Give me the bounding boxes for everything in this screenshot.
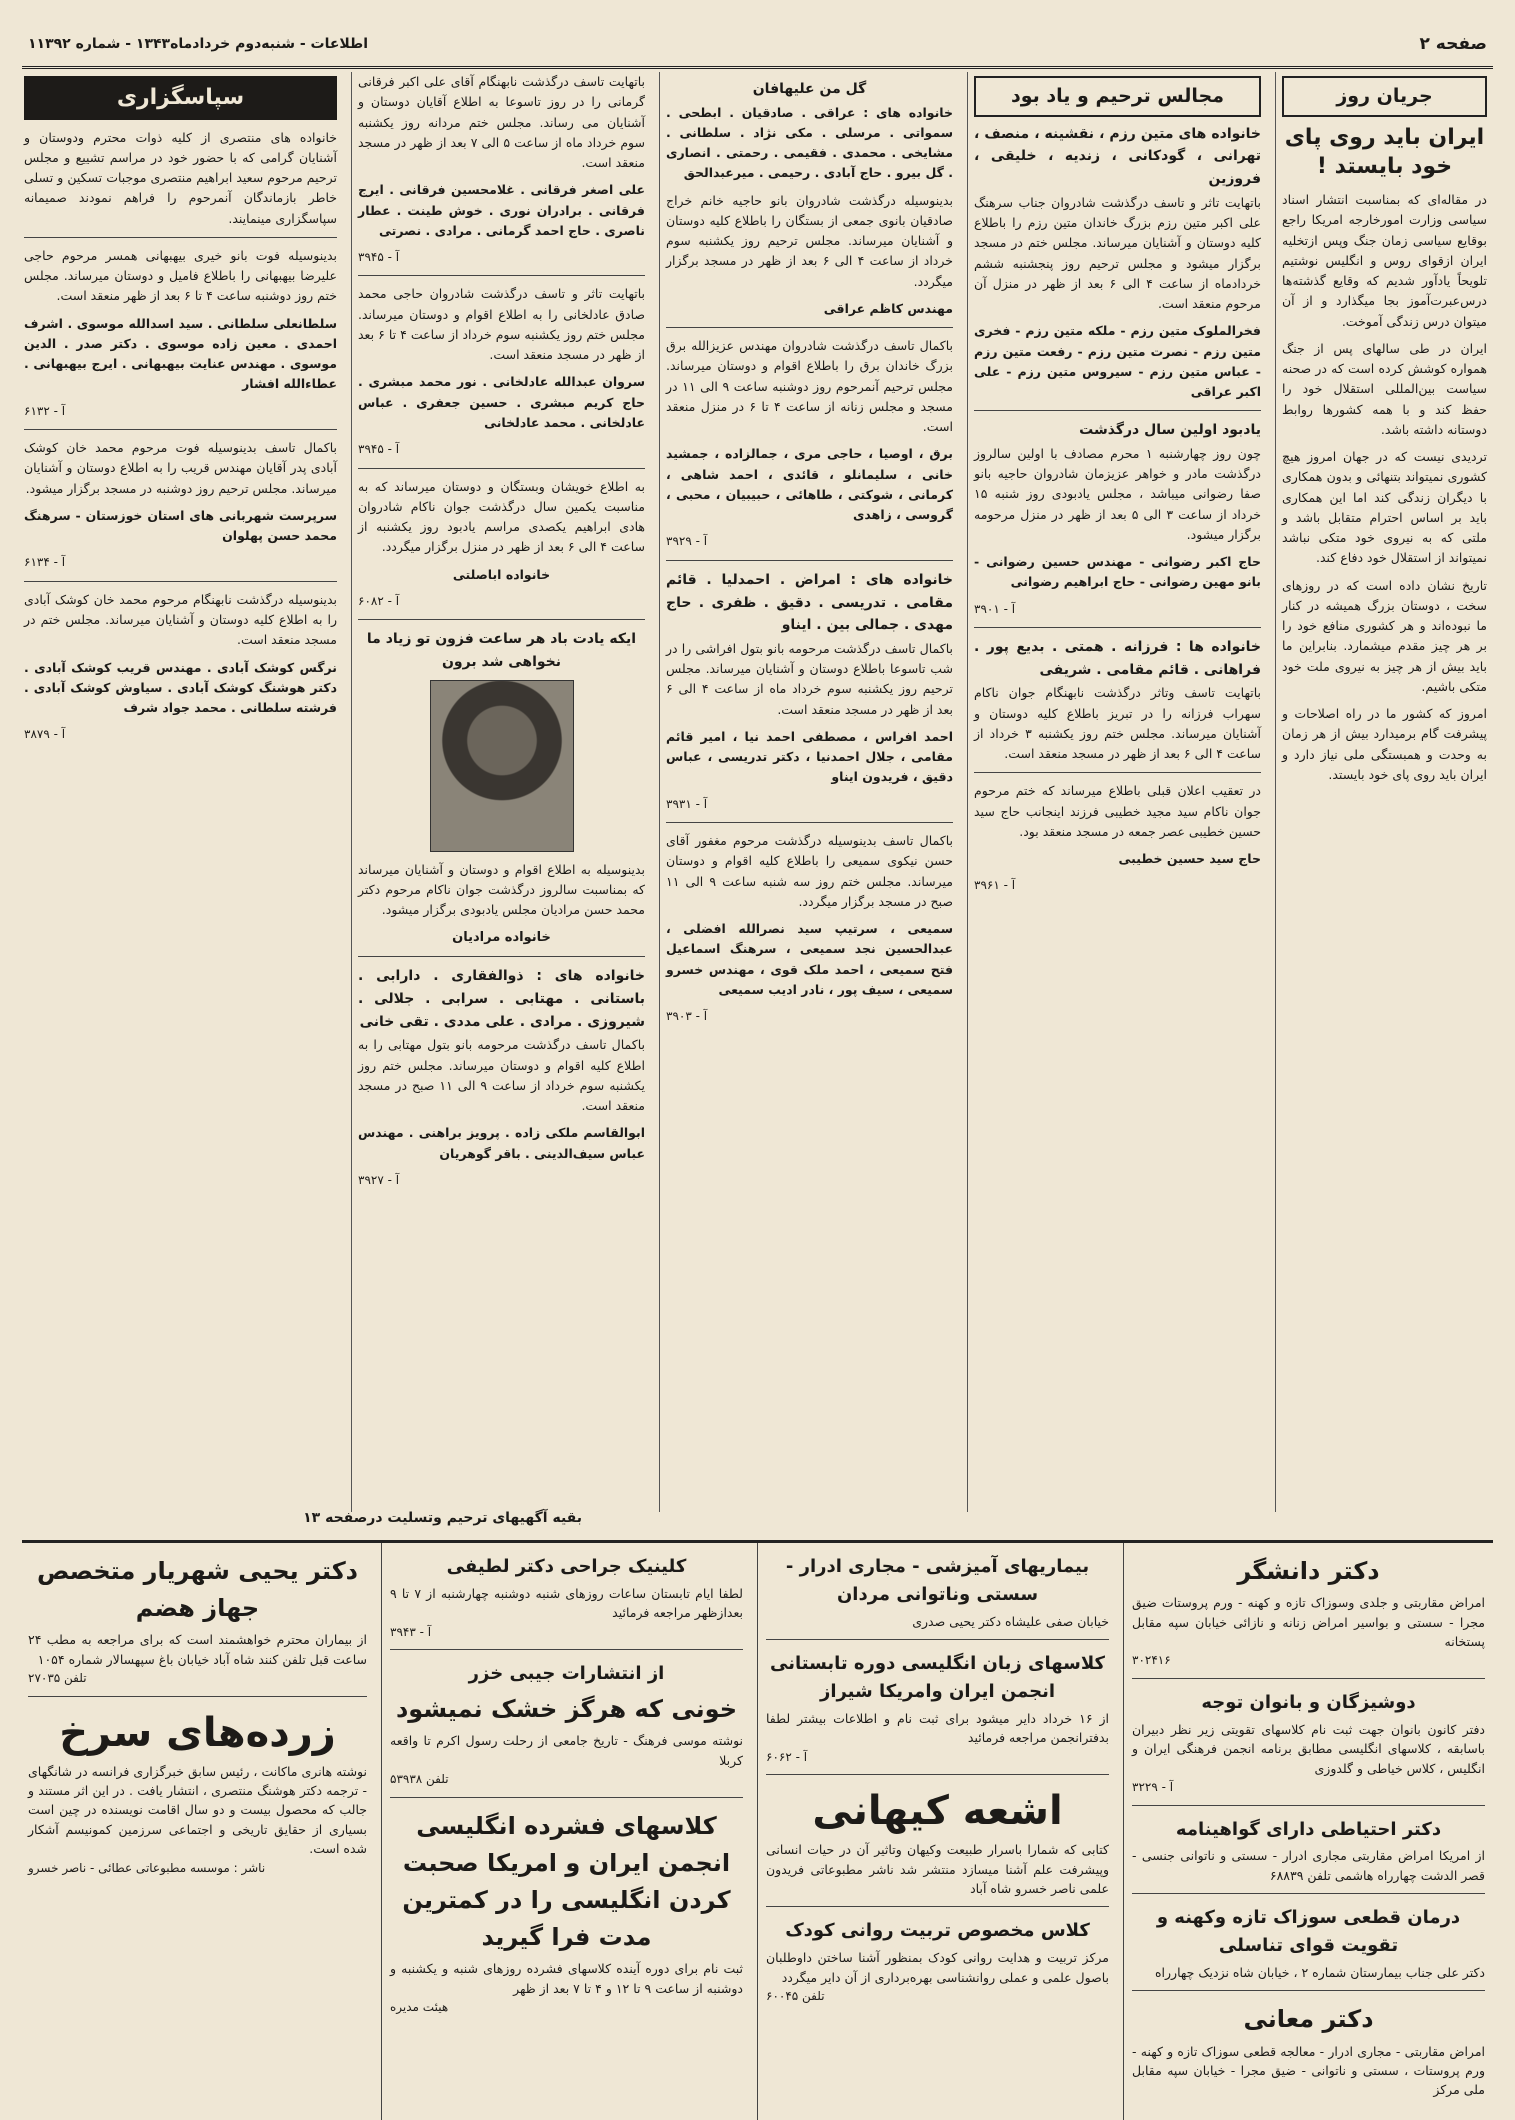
paragraph: در مقاله‌ای که بمناسبت انتشار اسناد سیاسی وزارت امورخارجه امریکا راجع بوقایع سیاسی زمان جنگ وپس ازتخلیه ایران ازقوای روس و انگلیس نوشتیم تلویحاً یادآور شدیم که وقایع گذشته‌ها درس‌عبرت‌آموز بجا میگذارد و از آن میتوان درس زندگی آموخت. <box>1282 192 1487 329</box>
ad-phone: تلفن ۶۰۰۴۵ <box>766 1989 825 2004</box>
ad-phone: ۳۰۲۴۱۶ <box>1132 1653 1171 1668</box>
continued-note: بقیه آگهیهای ترحیم وتسلیت درصفحه ۱۳ <box>303 1510 582 1526</box>
ad-title: درمان قطعی سوزاک تازه وکهنه و تقویت قوای تناسلی <box>1156 1907 1461 1957</box>
column-memorials <box>967 72 1267 1512</box>
notice-code: آ - ۳۹۳۱ <box>666 796 708 811</box>
ad-body: نوشته هانری ماکانت ، رئیس سابق خبرگزاری فرانسه در شانگهای - ترجمه دکتر هوشنگ منتصری ، انتشار یافت . در این اثر مستند و جالب که محصول بیست و دو سال اقامت نویسنده در چین است بسیاری از حقایق تاریخی و اجتماعی سرزمین کمونیسم آشکار شده است. <box>28 1763 367 1857</box>
ad-phone: آ - ۳۲۲۹ <box>1132 1779 1174 1794</box>
ad-body: امراض مقاربتی و جلدی وسوزاک تازه و کهنه - ورم پروستات ضیق مجرا - سستی و بواسیر امراض زنانه و نازائی خیابان سپه مقابل پستخانه <box>1132 1595 1485 1649</box>
divider <box>974 772 1261 773</box>
notice-code: آ - ۳۸۷۹ <box>24 727 66 742</box>
notice-names: سمیعی ، سرتیپ سید نصرالله افضلی ، عبدالحسین نجد سمیعی ، سرهنگ اسماعیل فتح سمیعی ، احمد ملک قوی ، مهندس خسرو سمیعی ، سیف پور ، نادر ادیب سمیعی <box>666 921 953 997</box>
ads-column-1 <box>1123 1543 1493 2120</box>
ad-body: دفتر کانون بانوان جهت ثبت نام کلاسهای تقویتی زیر نظر دبیران باسابقه ، کلاسهای انگلیسی مطابق برنامه انجمن فرهنگی ایران و انگلیس ، کلاس خیاطی و گلدوزی <box>1132 1721 1485 1776</box>
notice-body: باکمال تاسف بدینوسیله درگذشت مرحوم مغفور آقای حسن نیکوی سمیعی را باطلاع کلیه اقوام و دوستان میرساند. مجلس ختم روز سه شنبه ساعت ۹ الی ۱۱ صبح در مسجد برگزار میگردد. <box>666 833 953 909</box>
notice-body: بدینوسیله فوت بانو خیری بیهبهانی همسر مرحوم حاجی علیرضا بیهبهانی را باطلاع فامیل و دوستان میرساند. مجلس ختم روز دوشنبه ساعت ۴ تا ۶ بعد از ظهر منعقد است. <box>24 247 337 304</box>
notice-body: باتهایت تاسف درگذشت نابهنگام آقای علی اکبر فرقانی گرمانی را در روز تاسوعا به اطلاع آقایان دوستان و آشنایان می رساند. مجلس ختم مردانه روز یکشنبه سوم خرداد ماه از ساعت ۵ الی ۷ بعد از ظهر در مسجد منعقد است. <box>358 74 645 170</box>
issue-info: اطلاعات - شنبه‌دوم خردادماه۱۳۴۳ - شماره ۱۱۳۹۲ <box>28 36 369 52</box>
notice-body: باکمال تاسف درگذشت مرحومه بانو بتول مهتابی را به اطلاع کلیه اقوام و دوستان میرساند. مجلس ختم روز یکشنبه سوم خرداد از ساعت ۹ الی ۱۱ صبح در مسجد منعقد است. <box>358 1037 645 1114</box>
notice-code: آ - ۳۹۰۳ <box>666 1009 708 1024</box>
notice-names: سلطانعلی سلطانی . سید اسدالله موسوی . اشرف احمدی . معین زاده موسوی . دکتر صدر . الدین موسوی . مهندس عنایت بیهبهانی . ایرج بیهبهانی . عطاءالله افشار <box>24 315 337 392</box>
ad-body: مرکز تربیت و هدایت روانی کودک بمنظور آشنا ساختن داوطلبان باصول علمی و عملی روانشناسی بهره‌برداری از آن دایر میگردد <box>766 1950 1109 1985</box>
notice-names: احمد افراس ، مصطفی احمد نیا ، امیر قائم مقامی ، جلال احمدنیا ، دکتر تدریسی ، عباس دقیق ، فریدون ایناو <box>666 728 953 785</box>
ad-book-title: خونی که هرگز خشک نمیشود <box>395 1695 737 1724</box>
notice-names: سرپرست شهربانی های استان خوزستان - سرهنگ محمد حسن پهلوان <box>24 507 337 544</box>
columns <box>22 72 1493 1512</box>
ad-block <box>28 1703 367 1885</box>
ads-column-2 <box>757 1543 1117 2120</box>
notice-body: بدینوسیله به اطلاع اقوام و دوستان و آشنایان میرساند که بمناسبت سالروز درگذشت جوان ناکام مرحوم دکتر محمد حسن مرادیان مجلس یادبودی برگزار میشود. <box>358 861 645 918</box>
ad-block <box>390 1656 743 1797</box>
masthead <box>22 28 1493 69</box>
ads-column-3 <box>381 1543 751 2120</box>
notice-heading: گل من علیهافان <box>752 81 867 97</box>
ad-phone: هیئت مدیره <box>390 2000 449 2015</box>
notice-heading: ایکه یادت باد هر ساعت فزون تو زیاد ما نخواهی شد برون <box>366 631 637 670</box>
paragraph: تردیدی نیست که در جهان امروز هیچ کشوری نمیتواند بتنهائی و بدون همکاری با دیگران زندگی کند اما این همکاری باید بر اساس احترام متقابل باشد و ملتی که به نیروی خود متکی نباشد نمیتواند از استقلال خود دفاع کند. <box>1282 449 1487 566</box>
ad-phone: تلفن ۵۳۹۳۸ <box>390 1772 449 1787</box>
divider <box>24 429 337 430</box>
ad-block <box>390 1804 743 2025</box>
notice-code: آ - ۳۹۴۵ <box>358 442 400 457</box>
notice-body: باتهایت تاثر و تاسف درگذشت شادروان حاجی محمد صادق عادلخانی را به اطلاع اقوام و دوستان میرساند. مجلس ختم روز یکشنبه سوم خرداد از ساعت ۴ تا ۶ بعد از ظهر در مسجد منعقد است. <box>358 286 645 363</box>
notice-body: باکمال تاسف درگذشت شادروان مهندس عزیزالله برق بزرگ خاندان برق را باطلاع اقوام و دوستان میرساند. مجلس ترحیم آنمرحوم روز دوشنبه ساعت ۹ الی ۱۱ در مسجد و مجلس زنانه از ساعت ۴ تا ۶ در منزل منعقد است. <box>666 338 953 435</box>
notice-body: در تعقیب اعلان قبلی باطلاع میرساند که ختم مرحوم جوان ناکام سید مجید خطیبی فرزند اینجانب حاج سید حسین خطیبی عصر جمعه در مسجد منعقد بود. <box>974 783 1261 839</box>
ad-title: دکتر معانی <box>1243 2005 1374 2034</box>
ad-title: کلینیک جراحی دکتر لطیفی <box>446 1556 687 1577</box>
ad-block <box>766 1549 1109 1640</box>
notice-body: باتهایت تاسف وتاثر درگذشت نابهنگام جوان ناکام سهراب فرزانه را در تبریز باطلاع کلیه دوستان و آشنایان میرساند. مجلس ختم روز یکشنبه ۳ خرداد از ساعت ۴ الی ۶ بعد از ظهر در مسجد منعقد است. <box>974 685 1261 762</box>
notice-names: علی اصغر فرقانی . غلامحسین فرقانی . ایرج فرقانی . برادران نوری . خوش طینت . عطار ناصری . حاج احمد گرمانی . مرادی . نصرتی <box>358 182 645 238</box>
notice-body: بدینوسیله درگذشت شادروان بانو حاجیه خانم خراج صادقیان بانوی جمعی از بستگان را باطلاع کلیه دوستان و آشنایان میرساند. مجلس ترحیم روز یکشنبه سوم خرداد از ساعت ۴ الی ۶ بعد از ظهر در مسجد برگزار میگردد. <box>666 192 953 289</box>
ad-block <box>28 1549 367 1697</box>
ad-phone: ناشر : موسسه مطبوعاتی عطائی - ناصر خسرو <box>28 1860 266 1875</box>
ad-title: دکتر دانشگر <box>1237 1557 1380 1585</box>
notice-names: نرگس کوشک آبادی . مهندس قریب کوشک آبادی . دکتر هوشنگ کوشک آبادی . سیاوش کوشک آبادی . فرشته سلطانی . محمد جواد شرف <box>24 659 337 715</box>
advertisements <box>22 1540 1493 2098</box>
ad-title: کلاسهای زبان انگلیسی دوره تابستانی انجمن ایران وامریکا شیراز <box>770 1653 1105 1703</box>
notice-heading: یادبود اولین سال درگذشت <box>1079 422 1261 439</box>
paragraph: ایران در طی سالهای پس از جنگ همواره کوشش کرده است که در صحنه سیاست بین‌المللی استقلال خود را حفظ کند و با همه کشورها روابط دوستانه داشته باشد. <box>1282 340 1487 437</box>
notice-body: باکمال تاسف بدینوسیله فوت مرحوم محمد خان کوشک آبادی پدر آقایان مهندس قریب را به اطلاع دوستان و آشنایان میرساند. مجلس ترحیم روز دوشنبه در مسجد برگزار میشود. <box>24 440 337 496</box>
ad-title: کلاس مخصوص تربیت روانی کودک <box>785 1920 1090 1942</box>
divider <box>666 822 953 823</box>
photo-caption: خانواده مرادیان <box>452 930 551 946</box>
ad-title: دکتر یحیی شهریار متخصص جهاز هضم <box>36 1557 358 1623</box>
notice-body: خانواده های منتصری از کلیه ذوات محترم ودوستان و آشنایان گرامی که با حضور خود در مراسم تشییع و مجلس ترحیم مرحوم سعید ابراهیم منتصری موجبات تسکین و تسلی خاطر بازماندگان آنمرحوم را فراهم نمودند صمیمانه سپاسگزاری مینمایند. <box>24 129 337 226</box>
section-title: جریان روز <box>1282 76 1487 117</box>
notice-code: آ - ۳۹۴۵ <box>358 250 400 264</box>
ad-block <box>1132 1900 1485 1991</box>
ad-block <box>1132 1812 1485 1895</box>
notice-code: آ - ۶۱۳۴ <box>24 555 66 570</box>
notice-body: باتهایت تاثر و تاسف درگذشت شادروان جناب سرهنگ علی اکبر متین رزم بزرگ خاندان متین رزم را باطلاع کلیه دوستان و آشنایان میرساند. مجلس ختم در مسجد برگزار میشود و مجلس ترحیم روز پنجشنبه ششم خردادماه از ساعت ۴ الی ۶ بعد از ظهر در منزل آن مرحوم منعقد است. <box>974 194 1261 312</box>
ad-block <box>1132 1549 1485 1679</box>
ad-block <box>390 1549 743 1650</box>
divider <box>24 581 337 582</box>
divider <box>974 410 1261 411</box>
section-title: سپاسگزاری <box>24 76 337 120</box>
notice-body: باکمال تاسف درگذشت مرحومه بانو بتول افراشی را در شب تاسوعا باطلاع دوستان و آشنایان میرساند. مجلس ترحیم روز یکشنبه سوم خرداد ماه از ساعت ۴ الی ۶ بعد از ظهر در مسجد منعقد است. <box>666 640 953 717</box>
ad-body: از ۱۶ خرداد دایر میشود برای ثبت نام و اطلاعات بیشتر لطفا بدفترانجمن مراجعه فرمائید <box>766 1710 1109 1746</box>
ad-title: بیماریهای آمیزشی - مجاری ادرار - سستی وناتوانی مردان <box>785 1556 1090 1605</box>
section-title: مجالس ترحیم و یاد بود <box>974 76 1261 117</box>
notice-heading: خانواده های : ذوالفقاری . دارابی . باستانی . مهتابی . سرابی . جلالی . شیروزی . مرادی . علی مددی . تقی خانی <box>358 968 645 1030</box>
notice-code: آ - ۶۱۳۲ <box>24 403 66 418</box>
notice-names: برق ، اوصیا ، حاجی مری ، جمالزاده ، جمشید خانی ، سلیمانلو ، قائدی ، احمد شاهی ، کرمانی ، شوکتی ، طاهائی ، حبیبیان ، محبی ، گروسی ، زاهدی <box>666 446 953 523</box>
paragraph: امروز که کشور ما در راه اصلاحات و پیشرفت گام برمیدارد بیش از هر زمان به وحدت و همبستگی ملی نیاز دارد و ایران باید روی پای خود بایستد. <box>1282 706 1487 782</box>
ad-block <box>766 1781 1109 1907</box>
notice-body: چون روز چهارشنبه ۱ محرم مصادف با اولین سالروز درگذشت مادر و خواهر عزیزمان شادروان حاجیه بانو صفا رضوانی میباشد ، مجلس یادبودی روز شنبه ۱۵ خرداد از ساعت ۳ الی ۵ بعد از ظهر در منزل مرحومه برگزار میشود. <box>974 445 1262 542</box>
ad-body: کتابی که شمارا باسرار طبیعت وکیهان وتاثیر آن در حیات انسانی وپیشرفت علم آشنا میسازد منتشر شد ناشر مطبوعاتی فریدون علمی ناصر خسرو شاه آباد <box>766 1842 1109 1897</box>
page-number: صفحه ۲ <box>1419 34 1487 54</box>
ad-title: کلاسهای فشرده انگلیسی انجمن ایران و امریکا صحبت کردن انگلیسی را در کمترین مدت فرا گیرید <box>402 1811 731 1952</box>
ad-phone: آ - ۳۹۴۳ <box>390 1624 432 1639</box>
notice-body: بدینوسیله درگذشت نابهنگام مرحوم محمد خان کوشک آبادی را به اطلاع کلیه دوستان و آشنایان میرساند. مجلس ختم در مسجد منعقد است. <box>24 591 337 648</box>
divider <box>666 327 953 328</box>
column-editorial <box>1275 72 1493 1512</box>
notice-names: ابوالقاسم ملکی زاده . پرویز براهنی . مهندس عباس سیف‌الدینی . باقر گوهریان <box>358 1125 645 1161</box>
ad-phone: تلفن ۲۷۰۳۵ <box>28 1671 87 1686</box>
divider <box>666 560 953 561</box>
notice-heading: خانواده های : امراض . احمدلیا . قائم مقامی . تدریسی . دقیق . ظفری . حاج مهدی . جمالی بین . ایناو <box>666 571 953 634</box>
notice-names: مهندس کاظم عراقی <box>823 300 953 316</box>
ad-body: امراض مقاربتی - مجاری ادرار - معالجه قطعی سوزاک تازه و کهنه - ورم پروستات ، سستی و ناتوانی - ضیق مجرا - خیابان سپه مقابل ملی مرکز <box>1132 2043 1485 2098</box>
divider <box>358 956 645 957</box>
editorial-headline: ایران باید روی پای خود بایستد ! <box>1284 124 1485 180</box>
notice-heading: خانواده ها : فرزانه . همتی . بدیع پور . فراهانی . قائم مقامی . شریفی <box>974 639 1261 678</box>
notice-families: خانواده های : عراقی . صادقیان . ابطحی . سمواتی . مرسلی . مکی نژاد . سلطانی . مشایخی . محمدی . فقیمی . رحمتی . انصاری . گل بیرو . حاج آبادی . رحیمی . میرعبدالحق <box>666 104 953 181</box>
ad-body: از امریکا امراض مقاربتی مجاری ادرار - سستی و ناتوانی جنسی - قصر الدشت چهارراه هاشمی تلفن ۶۸۸۳۹ <box>1132 1848 1485 1883</box>
divider <box>358 468 645 469</box>
ad-title: زرده‌های سرخ <box>59 1709 336 1756</box>
ad-block <box>766 1646 1109 1775</box>
notice-code: آ - ۳۹۲۷ <box>358 1172 400 1187</box>
notice-code: آ - ۳۹۶۱ <box>974 878 1016 893</box>
ad-body: لطفا ایام تابستان ساعات روزهای شنبه دوشنبه چهارشنبه از ۷ تا ۹ بعدازظهر مراجعه فرمائید <box>390 1585 743 1621</box>
notice-body: به اطلاع خویشان وبستگان و دوستان میرساند که به مناسبت یکمین سال درگذشت جوان ناکام شادروان هادی ابراهیم یکصدی مراسم یادبود روز یکشنبه از ساعت ۴ الی ۶ بعد از ظهر در منزل برگزار میگردد. <box>358 478 645 555</box>
column-thanks <box>18 72 343 1512</box>
ad-body: دکتر علی جناب بیمارستان شماره ۲ ، خیابان شاه نزدیک چهارراه <box>1154 1964 1485 1980</box>
ad-block <box>1132 1997 1485 2107</box>
divider <box>358 275 645 276</box>
notice-code: آ - ۳۹۰۱ <box>974 601 1016 616</box>
divider <box>974 627 1261 628</box>
ad-block <box>1132 1685 1485 1806</box>
notice-code: آ - ۶۰۸۲ <box>358 593 400 608</box>
notice-names: حاج اکبر رضوانی - مهندس حسین رضوانی - بانو مهین رضوانی - حاج ابراهیم رضوانی <box>974 554 1261 590</box>
ad-block <box>766 1913 1109 2013</box>
ad-title: اشعه کیهانی <box>812 1788 1063 1835</box>
ads-column-4 <box>20 1543 375 2120</box>
notice-code: آ - ۳۹۲۹ <box>666 534 708 549</box>
ad-phone: آ - ۶۰۶۲ <box>766 1749 808 1764</box>
ad-title: از انتشارات جیبی خزر <box>468 1663 665 1685</box>
portrait-photo <box>430 680 574 852</box>
notice-names: فخرالملوک متین رزم - ملکه متین رزم - فخری متین رزم - نصرت متین رزم - رفعت متین رزم - عباس متین رزم - سیروس متین رزم - علی اکبر عراقی <box>974 323 1261 400</box>
divider <box>358 619 645 620</box>
paragraph: تاریخ نشان داده است که در روزهای سخت ، دوستان بزرگ همیشه در کنار ما نبوده‌اند و هر کشوری منافع خود را بر هر چیز مقدم میشمارد. بنابراین ما باید بیش از هر چیز به نیروی ملت خود متکی باشیم. <box>1282 577 1487 694</box>
ad-title: دکتر احتیاطی دارای گواهینامه <box>1175 1818 1442 1840</box>
ad-title: دوشیزگان و بانوان توجه <box>1201 1691 1416 1713</box>
ad-body: از بیماران محترم خواهشمند است که برای مراجعه به مطب ۲۴ ساعت قبل تلفن کنند شاه آباد خیابان باغ سپهسالار شماره ۱۰۵۴ <box>28 1632 367 1667</box>
ad-body: خیابان صفی علیشاه دکتر یحیی صدری <box>912 1613 1109 1629</box>
ad-body: نوشته موسی فرهنگ - تاریخ جامعی از رحلت رسول اکرم تا واقعه کربلا <box>390 1733 743 1768</box>
column-notices-b <box>351 72 651 1512</box>
divider <box>24 237 337 238</box>
column-notices-a <box>659 72 959 1512</box>
notice-names: حاج سید حسین خطیبی <box>1118 851 1261 867</box>
notice-names: سروان عبدالله عادلخانی . نور محمد مبشری . حاج کریم مبشری . حسین جعفری . عباس عادلخانی . محمد عادلخانی <box>358 374 645 430</box>
notice-names: خانواده اباصلتی <box>452 566 551 582</box>
notice-heading: خانواده های متین رزم ، نقشینه ، منصف ، تهرانی ، گودکانی ، زندیه ، خلیقی ، فروزین <box>974 125 1261 188</box>
ad-body: ثبت نام برای دوره آینده کلاسهای فشرده روزهای شنبه و یکشنبه و دوشنبه از ساعت ۹ تا ۱۲ و ۴ تا ۷ بعد از ظهر <box>390 1961 743 1996</box>
